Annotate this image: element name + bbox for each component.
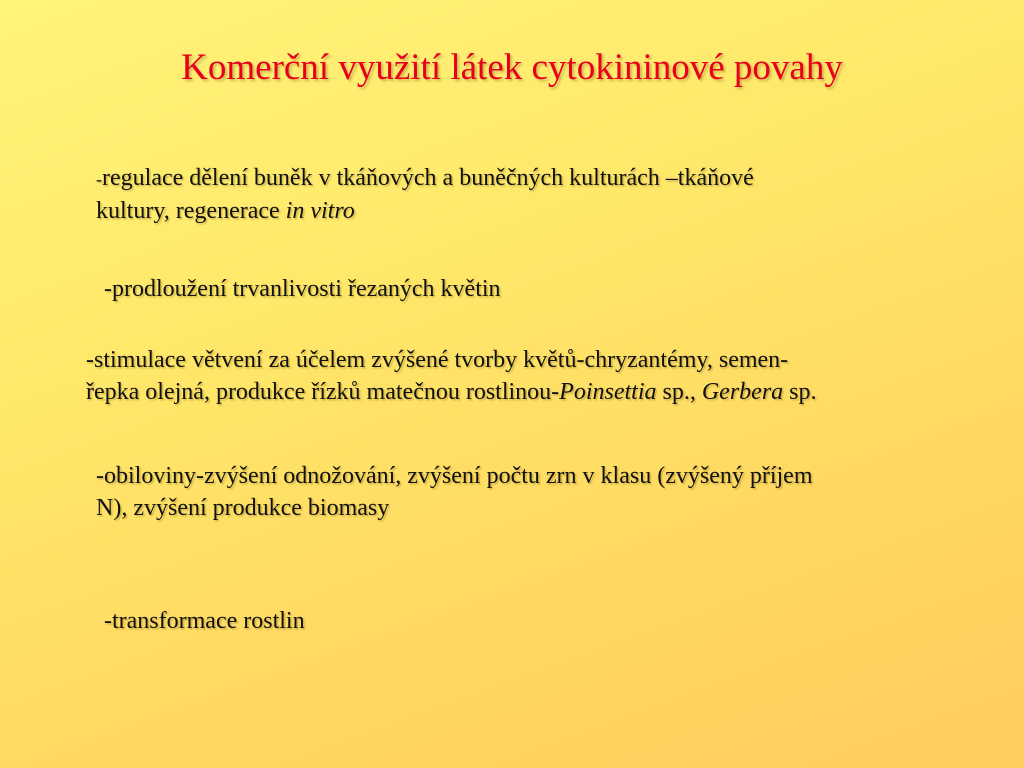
bullet-text-italic: Gerbera [701,379,784,405]
bullet-text: -transformace rostlin [104,608,305,634]
bullet-item-cereals [96,460,966,524]
bullet-text: -prodloužení trvanlivosti řezaných květin [104,276,501,302]
bullet-item-cut-flowers [104,273,904,305]
bullet-text: -obiloviny-zvýšení odnožování, zvýšení počtu zrn v klasu (zvýšený příjem [96,463,813,489]
bullet-line [86,376,986,408]
slide-title: Komerční využití látek cytokininové povahy [181,47,843,88]
bullet-text-italic: Poinsettia [559,379,657,405]
bullet-text: sp., [656,379,702,405]
bullet-line [96,195,926,227]
bullet-dash: - [96,169,102,189]
bullet-item-branching [86,344,986,408]
bullet-text-italic: in vitro [285,198,355,224]
bullet-text: řepka olejná, produkce řízků matečnou rostlinou- [86,379,560,405]
bullet-item-regulation [96,162,926,227]
bullet-text: regulace dělení buněk v tkáňových a buněčných kulturách –tkáňové [102,165,754,191]
bullet-text: sp. [783,379,817,405]
bullet-item-transformation [104,605,704,637]
bullet-text: -stimulace větvení za účelem zvýšené tvorby květů-chryzantémy, semen- [86,347,789,373]
bullet-line [96,162,926,195]
bullet-text: kultury, regenerace [96,198,286,224]
bullet-text: N), zvýšení produkce biomasy [96,495,390,521]
